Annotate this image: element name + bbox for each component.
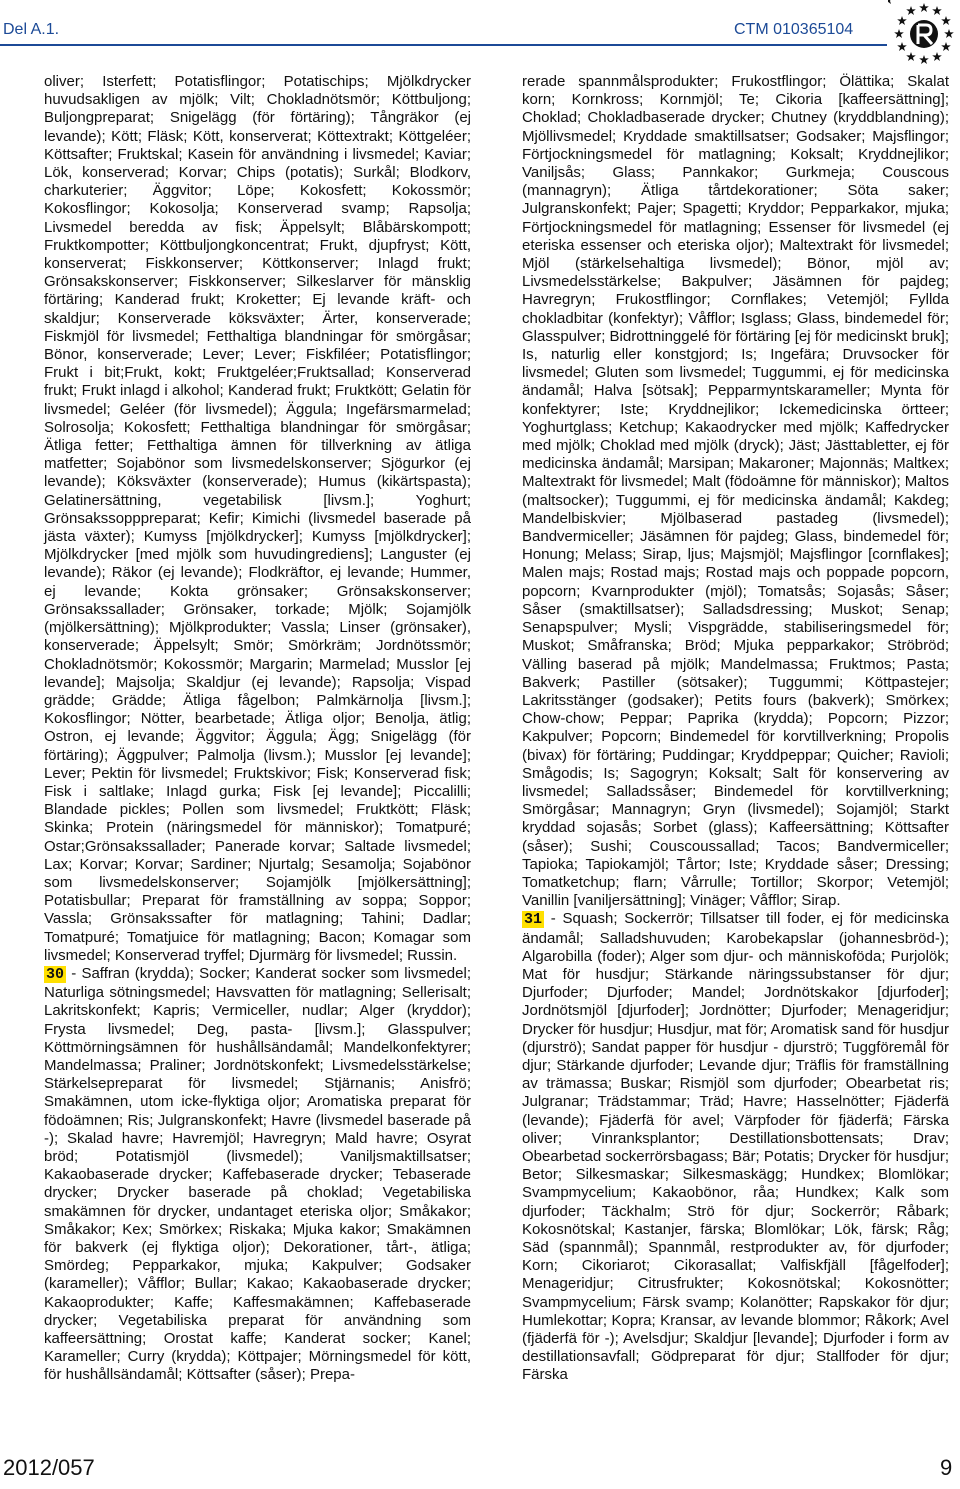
class-31-text: - Squash; Sockerrör; Tillsatser till foder, ej för medicinska ändamål; Salladshuvuden; Karobekapslar (johannesbröd-); Algarobilla (foder); Alger som djur- och människoföda; Purjolök; Mat för husdjur; Stärkande näringssubstanser för djur; Djurfoder; Djurfoder; Mandel; Jordnötskakor [djurfoder]; Jordnötsmjöl [djurfoder]; Jordnötter; Djurfoder; Menageridjur; Drycker för husdjur; Husdjur, mat för; Aromatisk sand för husdjur (djurströ); Sandat papper för husdjur - djurströ; Tuggföremål för djur; Stärkande djurfoder; Levande djur; Träflis för framställning av trämassa; Buskar; Rismjöl som djurfoder; Obearbetat ris; Julgranar; Trädstammar; Träd; Havre; Hasselnötter; Fjäderfä (levande); Fjäderfä för avel; Värpfoder för fjäderfä; Färska oliver; Vinranksplantor; Destillationsbottensats; Drav; Obearbetad sockerrörsbagass; Bär; Potatis; Drycker för husdjur; Betor; Silkesmaskar; Silkesmaskägg; Hundkex; Blomlökar; Svampmycelium; Kakaobönor, råa; Hundkex; Kalk som djurfoder; Täckhalm; Strö för djur; Sockerrör; Råbark; Kokosnötskal; Kastanjer, färska; Blomlökar; Lök, färsk; Råg; Säd (spannmål); Spannmål, restprodukter av, för djurfoder; Korn; Cikoriarot; Cikorasallat; Valfiskfjäll [fågelfoder]; Menageridjur; Citrusfrukter; Kokosnötskal; Kokosnötter; Svampmycelium; Färsk svamp; Kolanötter; Rapskakor för djur; Humlekottar; Kopra; Kransar, av levande blommor; Råkork; Avel (fjäderfä för -); Avelsdjur; Skaldjur [levande]; Djurfoder i form av destillationsavfall; Gödpreparat för djur; Stallfoder för djur; Färska [522, 910, 949, 1384]
goods-list-paragraph: oliver; Isterfett; Potatisflingor; Potatischips; Mjölkdrycker huvudsakligen av mjölk; Vilt; Chokladnötsmör; Köttbuljong; Buljongpreparat; Snigelägg (för förtäring); Tångräkor (ej levande); Kött; Fläsk; Kött, konserverat; Köttextrakt; Köttgeléer; Köttsafter; Fruktskal; Kasein för användning i livsmedel; Kaviar; Lök, konserverad; Korvar; Chips (potatis); Surkål; Blodkorv, charkuterier; Äggvitor; Löpe; Kokosfett; Kokossmör; Kokosflingor; Kokosolja; Konserverad svamp; Rapsolja; Livsmedel beredda av fisk; Äppelsylt; Blåbärskompott; Fruktkompotter; Köttbuljongkoncentrat; Frukt, djupfryst; Kött, konserverat; Fiskkonserver; Köttkonserver; Inlagd frukt; Grönsakskonserver; Fiskkonserver; Silkeslarver för mänsklig förtäring; Kanderad frukt; Kroketter; Ej levande kräft- och skaldjur; Konserverade köksväxter; Ärter, konserverade; Fiskmjöl för livsmedel; Fetthaltiga blandningar för smörgåsar; Bönor, konserverade; Lever; Lever; Fiskfiléer; Potatisflingor; Frukt i bit;Frukt, kokt; Fruktgeléer;Fruktsallad; Konserverad frukt; Frukt inlagd i alkohol; Kanderad frukt; Fruktkött; Gelatin för livsmedel; Geléer (för livsmedel); Äggula; Ingefärsmarmelad; Solrosolja; Kokosfett; Fetthaltiga blandningar för smörgåsar; Ätliga fetter; Fetthaltiga ämnen för tillverkning av ätliga matfetter; Sojabönor som livsmedelskonserver; Sjögurkor (ej levande); Köksväxter (konserverade); Humus (kikärtspasta); Gelatinersättning, vegetabilisk [livsm.]; Yoghurt; Grönsakssopppreparat; Kefir; Kimichi (livsmedel baserade på jästa växter); Kumyss [mjölkdrycker]; Kumyss [mjölkdrycker]; Mjölkdrycker [med mjölk som huvudingrediens]; Languster (ej levande); Räkor (ej levande); Flodkräftor, ej levande; Hummer, ej levande; Kokta grönsaker; Grönsakskonserver; Grönsakssallader; Grönsaker, torkade; Mjölk; Sojamjölk (mjölkersättning); Mjölkprodukter; Vassla; Linser (grönsaker), konserverade; Äppelsylt; Smör; Smörkräm; Jordnötssmör; Chokladnötsmör; Kokossmör; Margarin; Marmelad; Musslor [ej levande]; Majsolja; Skaldjur (ej levande); Rapsolja; Vispad grädde; Grädde; Ätliga fågelbon; Palmkärnolja [livsm.]; Kokosflingor; Nötter, bearbetade; Ätliga oljor; Benolja, ätlig; Ostron, ej levande; Äggvitor; Äggula; Ägg; Snigelägg (för förtäring); Äggpulver; Palmolja (livsm.); Musslor [ej levande]; Lever; Pektin för livsmedel; Fruktskivor; Fisk; Konserverad fisk; Fisk i saltlake; Inlagd gurka; Fisk [ej levande]; Piccalilli; Blandade pickles; Pollen som livsmedel; Fruktkött; Fläsk; Skinka; Protein (näringsmedel för människor); Tomatpuré; Ostar;Grönsakssallader; Panerade korvar; Saltade livsmedel; Lax; Korvar; Korvar; Sardiner; Njurtalg; Sesamolja; Sojabönor som livsmedelskonserver; Sojamjölk [mjölkersättning]; Potatisbullar; Preparat för framställning av soppa; Soppor; Vassla; Grönsakssafter för matlagning; Tahini; Dadlar; Tomatpuré; Tomatjuice för matlagning; Bacon; Komagar som livsmedel; Konserverad tryffel; Djurmärg för livsmedel; Russin. [44, 73, 471, 964]
eu-stars-logo-icon [888, 0, 960, 70]
eu-stars-logo [888, 0, 960, 70]
part-label: Del A.1. [3, 21, 60, 38]
page-number: 9 [940, 1455, 953, 1480]
header-rule [0, 44, 887, 46]
class-30-paragraph [44, 965, 471, 1385]
publication-number: 2012/057 [3, 1455, 95, 1480]
left-column [44, 73, 471, 1385]
page-header [0, 0, 960, 70]
class-number-badge: 31 [524, 911, 543, 929]
right-column [522, 73, 949, 1385]
document-id: CTM 010365104 [734, 21, 854, 38]
class-number-badge: 30 [46, 965, 65, 983]
goods-list-paragraph: rerade spannmålsprodukter; Frukostflingor; Ölättika; Skalat korn; Kornkross; Kornmjöl; Te; Cikoria [kaffeersättning]; Choklad; Chokladbaserade drycker; Chutney (kryddblandning); Mjöllivsmedel; Kryddade smaktillsatser; Godsaker; Majsflingor; Förtjockningsmedel för matlagning; Koksalt; Kryddnejlikor; Vaniljsås; Glass; Pannkakor; Gurkmeja; Couscous (mannagryn); Ätliga tårtdekorationer; Söta saker; Julgranskonfekt; Pajer; Spagetti; Kryddor; Pepparkakor, mjuka; Förtjockningsmedel för matlagning; Essenser för livsmedel (ej eteriska essenser och eteriska oljor); Maltextrakt för livsmedel; Mjöl (stärkelsehaltiga livsmedel); Bönor, mjöl av; Livsmedelsstärkelse; Bakpulver; Jäsämnen för pajdeg; Havregryn; Frukostflingor; Cornflakes; Vetemjöl; Fyllda chokladbitar (konfektyr); Våfflor; Isglass; Glass, bindemedel för; Glasspulver; Bidrottninggelé för förtäring [ej för medicinskt bruk]; Is, naturlig eller konstgjord; Is; Ingefära; Druvsocker för livsmedel; Gluten som livsmedel; Tuggummi, ej för medicinska ändamål; Halva [sötsak]; Pepparmyntskarameller; Mynta för konfektyrer; Iste; Kryddnejlikor; Ickemedicinska örtteer; Yoghurtglass; Ketchup; Kakaodrycker med mjölk; Kaffedrycker med mjölk; Choklad med mjölk (dryck); Jäst; Jästtabletter, ej för medicinska ändamål; Marsipan; Makaroner; Majonnäs; Maltkex; Maltextrakt för livsmedel; Malt (födoämne för människor); Maltos (maltsocker); Tuggummi, ej för medicinska ändamål; Kakdeg; Mandelbiskvier; Mjölbaserad pastadeg (livsmedel); Bandvermiceller; Jäsämnen för pajdeg; Glass, bindemedel för; Honung; Melass; Sirap, ljus; Majsmjöl; Majsflingor [cornflakes]; Malen majs; Rostad majs; Rostad majs och poppade popcorn, popcorn; Kvarnprodukter (mjöl); Tomatsås; Sojasås; Såser; Såser (smaktillsatser); Salladsdressing; Muskot; Senap; Senapspulver; Mysli; Vispgrädde, stabiliseringsmedel för; Muskot; Småfranska; Bröd; Mjuka pepparkakor; Ströbröd; Välling baserad på mjölk; Mandelmassa; Fruktmos; Pasta; Bakverk; Pastiller (sötsaker); Tuggummi; Köttpastejer; Lakritsstänger (godsaker); Petits fours (bakverk); Smörkex; Chow-chow; Peppar; Paprika (krydda); Popcorn; Pizzor; Kakpulver; Popcorn; Bindemedel för korvtillverkning; Propolis (bivax) för förtäring; Puddingar; Kryddpeppar; Quicher; Ravioli; Smågodis; Is; Sagogryn; Koksalt; Salt för konservering av livsmedel; Salladssåser; Bindemedel för korvtillverkning; Smörgåsar; Mannagryn; Gryn (livsmedel); Sojamjöl; Starkt kryddad sojasås; Sorbet (glass); Kaffeersättning; Köttsafter (såser); Sushi; Couscoussallad; Tacos; Bandvermiceller; Tapioka; Tapiokamjöl; Tårtor; Iste; Kryddade såser; Dressing; Tomatketchup; flarn; Vårrulle; Tortillor; Skorpor; Vetemjöl; Vanillin [vaniljersättning]; Vinäger; Våfflor; Sirap. [522, 73, 949, 910]
class-30-text: - Saffran (krydda); Socker; Kanderat socker som livsmedel; Naturliga sötningsmedel; Havsvatten för matlagning; Sellerisalt; Lakritskonfekt; Kapris; Vermiceller, nudlar; Alger (kryddor); Frysta livsmedel; Deg, pasta- [livsm.]; Glasspulver; Köttmörningsämnen för hushållsändamål; Mandelkonfektyrer; Mandelmassa; Praliner; Jordnötskonfekt; Livsmedelsstärkelse; Stärkelsepreparat för livsmedel; Stjärnanis; Anisfrö; Smakämnen, utom icke-flyktiga oljor; Aromatiska preparat för födoämnen; Ris; Julgranskonfekt; Havre (livsmedel baserade på -); Skalad havre; Havremjöl; Havregryn; Mald havre; Osyrat bröd; Potatismjöl (livsmedel); Vaniljsmaktillsatser; Kakaobaserade drycker; Kaffebaserade drycker; Tebaserade drycker; Drycker baserade på choklad; Vegetabiliska smakämnen för drycker, undantaget eteriska oljor; Småkakor; Småkakor; Kex; Smörkex; Riskaka; Mjuka kakor; Smakämnen för bakverk (ej flyktiga oljor); Dekorationer, tårt-, ätliga; Smördeg; Pepparkakor, mjuka; Kakpulver; Godsaker (karameller); Våfflor; Bullar; Kakao; Kakaobaserade drycker; Kakaoprodukter; Kaffe; Kaffesmakämnen; Kaffebaserade drycker; Vegetabiliska preparat för användning som kaffeersättning; Orostat kaffe; Kanderat socker; Kanel; Karameller; Curry (krydda); Köttpajer; Mörningsmedel för kött, för hushållsändamål; Köttsafter (såser); Prepa- [44, 964, 471, 1384]
class-31-paragraph [522, 910, 949, 1384]
